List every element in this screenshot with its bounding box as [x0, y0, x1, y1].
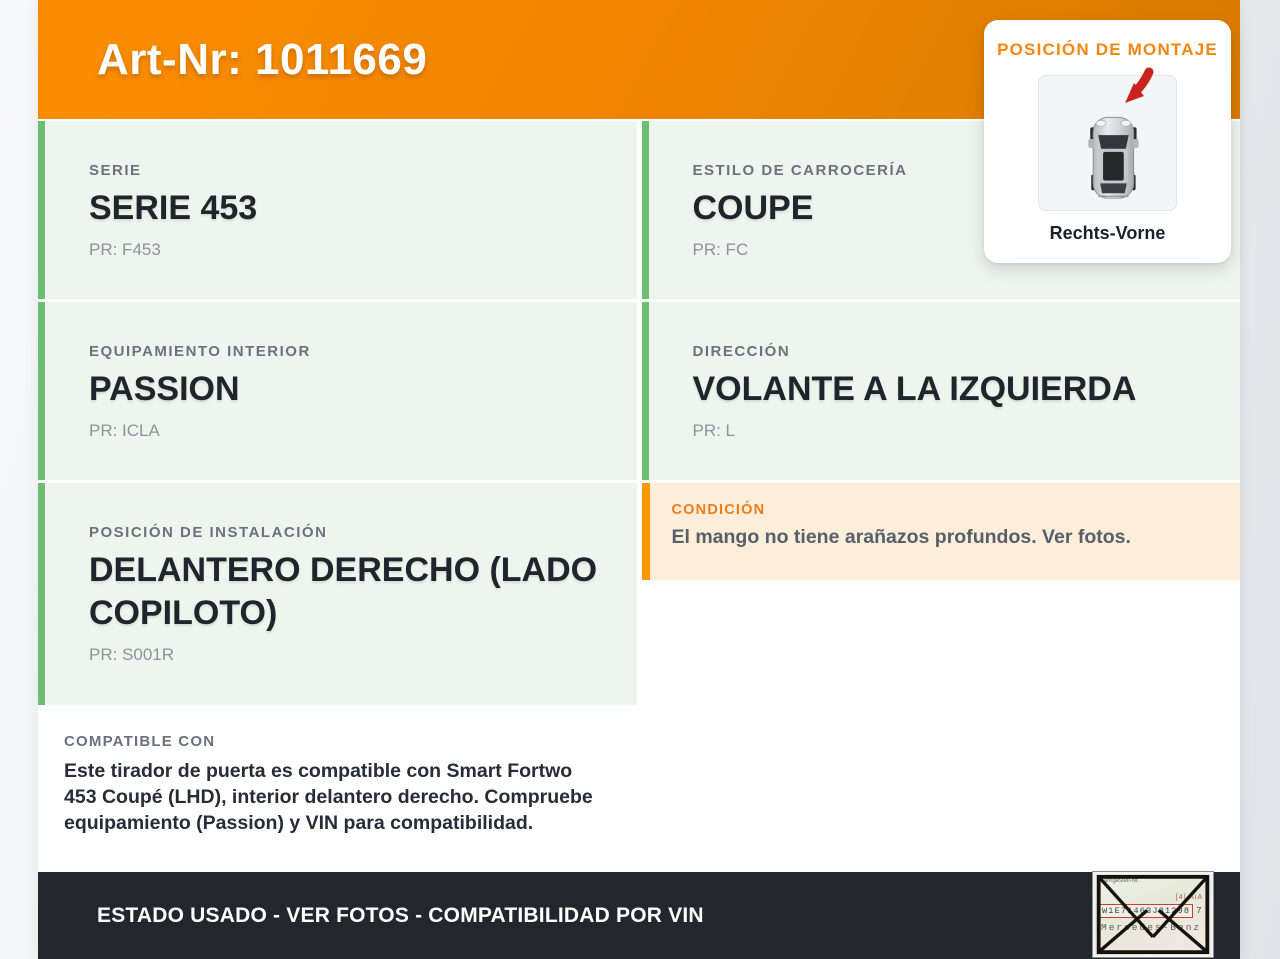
- mounting-caption: Rechts-Vorne: [1049, 223, 1166, 243]
- envelope-icon: [1095, 874, 1211, 955]
- field-label: DIRECCIÓN: [692, 343, 791, 360]
- mounting-title: POSICIÓN DE MONTAJE: [997, 40, 1218, 59]
- car-image-frame: [1038, 75, 1177, 211]
- left-column: [38, 121, 637, 875]
- compatible-label: COMPATIBLE CON: [64, 733, 216, 750]
- field-label: POSICIÓN DE INSTALACIÓN: [89, 524, 328, 541]
- stamp-text: [4] AiA: [1175, 894, 1203, 901]
- footer-bar: [38, 872, 1240, 959]
- field-value: COUPE: [692, 189, 814, 227]
- field-value: VOLANTE A LA IZQUIERDA: [692, 370, 1137, 408]
- field-pr-code: PR: ICLA: [89, 421, 160, 441]
- vin-data-card-photo: [1093, 872, 1213, 957]
- card-serie: [38, 121, 637, 299]
- field-label: EQUIPAMIENTO INTERIOR: [89, 343, 311, 360]
- field-label: ESTILO DE CARROCERÍA: [692, 162, 908, 179]
- card-interior: [38, 302, 637, 480]
- mounting-position-card: [984, 20, 1231, 263]
- content-panel: [38, 0, 1240, 959]
- field-value: DELANTERO DERECHO (LADO COPILOTO): [89, 551, 598, 633]
- condition-label: CONDICIÓN: [671, 502, 766, 518]
- field-pr-code: PR: F453: [89, 240, 161, 260]
- page-title: Art-Nr: 1011669: [97, 34, 428, 84]
- field-label: SERIE: [89, 162, 142, 179]
- vin-suffix: 7: [1196, 906, 1202, 916]
- compatible-section: [38, 708, 637, 875]
- card-install-position: [38, 483, 637, 705]
- field-value: SERIE 453: [89, 189, 258, 227]
- vin-number: W1E71463J31298: [1099, 904, 1193, 918]
- compatible-text: Este tirador de puerta es compatible con Smart Fortwo 453 Coupé (LHD), interior delantero derecho. Compruebe equipamiento (Passion) y VIN para compatibilidad.: [64, 760, 593, 834]
- card-condition: [642, 483, 1241, 580]
- field-pr-code: PR: FC: [692, 240, 749, 260]
- footer-status-text: ESTADO USADO - VER FOTOS - COMPATIBILIDAD POR VIN: [97, 903, 704, 927]
- red-arrow-icon: [1111, 67, 1157, 111]
- card-steering: [642, 302, 1241, 480]
- condition-text: El mango no tiene arañazos profundos. Ver fotos.: [671, 526, 1131, 548]
- fahrgestell-label: Fahrgestell-Nr.: [1100, 878, 1140, 884]
- field-pr-code: PR: L: [692, 421, 736, 441]
- brand-text: Mercedes-Benz: [1101, 922, 1202, 933]
- field-pr-code: PR: S001R: [89, 645, 175, 665]
- field-value: PASSION: [89, 370, 240, 408]
